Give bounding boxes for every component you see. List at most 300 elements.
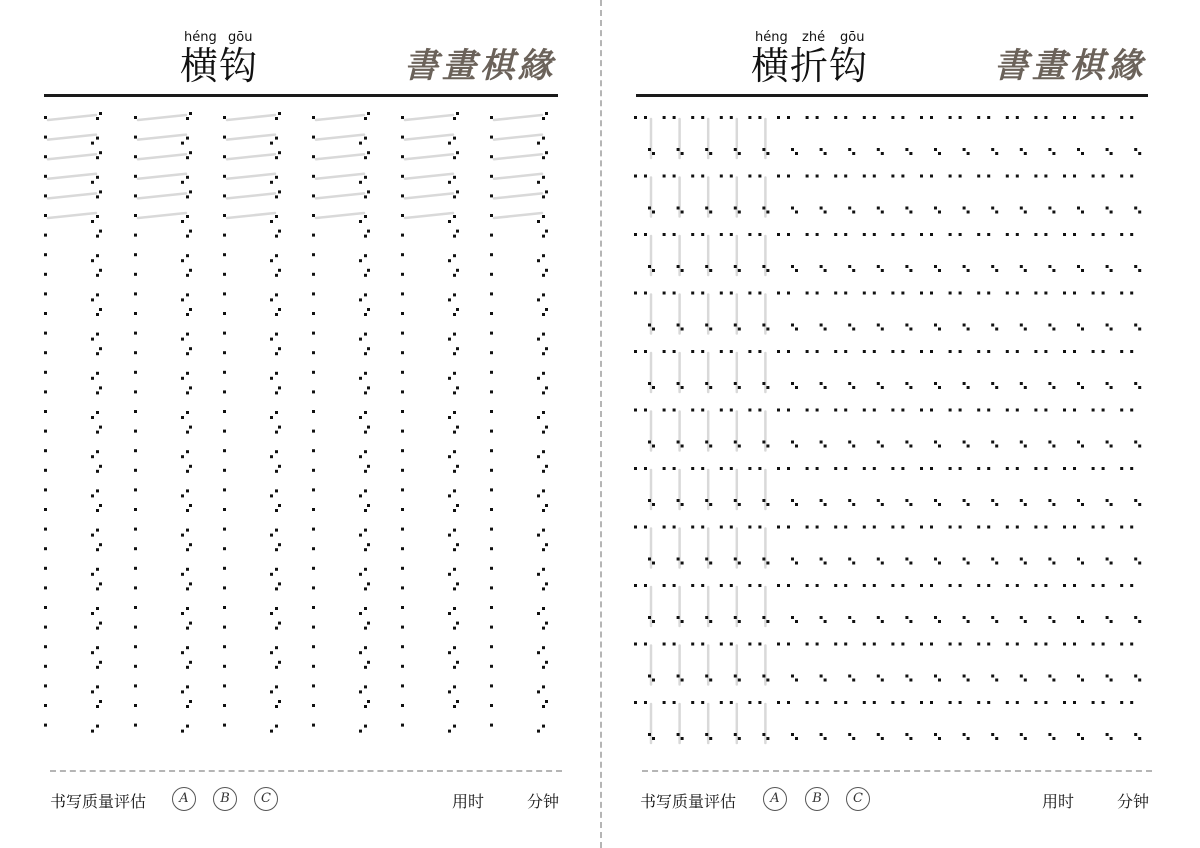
grid-dot — [877, 616, 880, 619]
grid-dot — [1016, 350, 1019, 353]
grid-dot — [1081, 679, 1084, 682]
grid-dot — [490, 704, 493, 707]
grid-dot — [691, 467, 694, 470]
grid-dot — [852, 620, 855, 623]
grid-dot — [1020, 733, 1023, 736]
grid-dot — [1052, 328, 1055, 331]
grid-dot — [270, 573, 273, 576]
trace-guide-heng-gou — [227, 115, 275, 120]
grid-dot — [448, 573, 451, 576]
grid-dot — [920, 584, 923, 587]
grid-dot — [278, 151, 281, 154]
grid-dot — [96, 274, 99, 277]
grid-dot — [542, 627, 545, 630]
grid-dot — [537, 534, 540, 537]
grid-dot — [186, 215, 189, 218]
grid-dot — [96, 235, 99, 238]
grid-dot — [91, 220, 94, 223]
grid-dot — [1120, 526, 1123, 529]
grid-dot — [456, 700, 459, 703]
grid-dot — [275, 587, 278, 590]
grid-dot — [278, 582, 281, 585]
grid-dot — [934, 441, 937, 444]
grid-dot — [1020, 207, 1023, 210]
grid-dot — [448, 494, 451, 497]
grid-dot — [1134, 382, 1137, 385]
grid-dot — [816, 409, 819, 412]
grid-dot — [1016, 409, 1019, 412]
grid-dot — [824, 211, 827, 214]
grid-dot — [1006, 350, 1009, 353]
time-label: 用时 — [1042, 792, 1075, 811]
grade-c-option[interactable]: C — [254, 787, 278, 811]
grid-dot — [542, 646, 545, 649]
grid-dot — [1006, 233, 1009, 236]
grid-dot — [359, 573, 362, 576]
grid-dot — [453, 215, 456, 218]
grid-dot — [537, 651, 540, 654]
grid-dot — [959, 350, 962, 353]
grid-dot — [959, 175, 962, 178]
grid-dot — [748, 526, 751, 529]
grid-dot — [987, 526, 990, 529]
grid-dot — [1034, 292, 1037, 295]
grid-dot — [1092, 526, 1095, 529]
grid-dot — [1006, 584, 1009, 587]
grid-dot — [456, 269, 459, 272]
grid-dot — [1016, 643, 1019, 646]
grid-dot — [312, 253, 315, 256]
grid-dot — [806, 584, 809, 587]
grid-dot — [453, 450, 456, 453]
grid-dot — [901, 175, 904, 178]
grid-dot — [545, 426, 548, 429]
grid-dot — [186, 666, 189, 669]
grid-dot — [734, 382, 737, 385]
grid-dot — [705, 382, 708, 385]
grid-dot — [852, 211, 855, 214]
grid-dot — [720, 350, 723, 353]
grid-dot — [91, 142, 94, 145]
minute-label: 分钟 — [527, 792, 560, 811]
grid-dot — [401, 273, 404, 276]
grid-dot — [938, 269, 941, 272]
grade-b-option[interactable]: B — [213, 787, 237, 811]
grid-dot — [673, 701, 676, 704]
grid-dot — [275, 254, 278, 257]
grid-dot — [96, 195, 99, 198]
grid-dot — [691, 175, 694, 178]
grid-dot — [96, 509, 99, 512]
grade-a-option[interactable]: A — [172, 787, 196, 811]
grid-dot — [189, 269, 192, 272]
grid-dot — [1092, 701, 1095, 704]
grid-dot — [881, 211, 884, 214]
grid-dot — [278, 112, 281, 115]
grid-dot — [91, 534, 94, 537]
grid-dot — [909, 679, 912, 682]
grid-dot — [223, 194, 226, 197]
grid-dot — [312, 567, 315, 570]
grid-dot — [448, 416, 451, 419]
grid-dot — [758, 467, 761, 470]
trace-guide-heng-gou — [48, 193, 96, 198]
grid-dot — [312, 155, 315, 158]
time-label: 用时 — [452, 792, 485, 811]
grid-dot — [701, 116, 704, 119]
grid-dot — [401, 332, 404, 335]
grid-dot — [734, 324, 737, 327]
grid-dot — [934, 733, 937, 736]
grid-dot — [99, 622, 102, 625]
grid-dot — [542, 587, 545, 590]
grid-dot — [1134, 675, 1137, 678]
grid-dot — [1081, 620, 1084, 623]
grid-dot — [791, 558, 794, 561]
grid-dot — [223, 586, 226, 589]
grid-dot — [720, 233, 723, 236]
grid-dot — [991, 558, 994, 561]
grid-dot — [364, 568, 367, 571]
grid-dot — [967, 386, 970, 389]
grid-dot — [401, 626, 404, 629]
grid-dot — [834, 584, 837, 587]
grid-dot — [1077, 558, 1080, 561]
grid-dot — [977, 292, 980, 295]
grid-dot — [275, 725, 278, 728]
grid-dot — [705, 148, 708, 151]
grid-dot — [734, 499, 737, 502]
grid-dot — [270, 377, 273, 380]
grid-dot — [806, 292, 809, 295]
grid-dot — [873, 643, 876, 646]
grid-dot — [930, 467, 933, 470]
grid-dot — [44, 175, 47, 178]
grid-dot — [359, 534, 362, 537]
grid-dot — [401, 351, 404, 354]
grid-dot — [453, 137, 456, 140]
grid-dot — [824, 679, 827, 682]
grid-dot — [278, 190, 281, 193]
grid-dot — [652, 211, 655, 214]
grid-dot — [542, 235, 545, 238]
grid-dot — [453, 607, 456, 610]
grid-dot — [938, 445, 941, 448]
grid-dot — [844, 175, 847, 178]
grid-dot — [490, 508, 493, 511]
grid-dot — [275, 450, 278, 453]
grid-dot — [848, 441, 851, 444]
grid-dot — [189, 465, 192, 468]
grid-dot — [181, 416, 184, 419]
grid-dot — [1110, 152, 1113, 155]
grid-dot — [359, 690, 362, 693]
grid-dot — [364, 235, 367, 238]
grid-dot — [1063, 526, 1066, 529]
grid-dot — [312, 371, 315, 374]
grid-dot — [648, 616, 651, 619]
grid-dot — [186, 195, 189, 198]
grid-dot — [186, 372, 189, 375]
grid-dot — [134, 253, 137, 256]
grid-dot — [677, 148, 680, 151]
grid-dot — [766, 152, 769, 155]
grid-dot — [777, 701, 780, 704]
grid-dot — [275, 333, 278, 336]
grid-dot — [787, 409, 790, 412]
grid-dot — [490, 136, 493, 139]
grid-dot — [453, 313, 456, 316]
grid-dot — [873, 526, 876, 529]
grid-dot — [134, 116, 137, 119]
grid-dot — [681, 620, 684, 623]
grid-dot — [949, 409, 952, 412]
grid-dot — [934, 558, 937, 561]
grid-dot — [99, 386, 102, 389]
grid-dot — [709, 620, 712, 623]
grid-dot — [987, 643, 990, 646]
grid-dot — [1134, 616, 1137, 619]
worksheet-heng-zhe-gou — [600, 0, 1200, 848]
grid-dot — [99, 465, 102, 468]
grid-dot — [762, 324, 765, 327]
grid-dot — [542, 725, 545, 728]
grid-dot — [806, 526, 809, 529]
grid-dot — [834, 233, 837, 236]
grid-dot — [99, 543, 102, 546]
grid-dot — [275, 470, 278, 473]
grid-dot — [456, 347, 459, 350]
grid-dot — [223, 606, 226, 609]
grid-dot — [977, 350, 980, 353]
grid-dot — [1034, 409, 1037, 412]
grid-dot — [820, 675, 823, 678]
grid-dot — [186, 646, 189, 649]
grid-dot — [223, 234, 226, 237]
grid-dot — [1073, 584, 1076, 587]
grid-dot — [877, 265, 880, 268]
grid-dot — [181, 377, 184, 380]
grid-dot — [1092, 643, 1095, 646]
grid-dot — [1077, 207, 1080, 210]
grid-dot — [99, 230, 102, 233]
grid-dot — [134, 332, 137, 335]
grid-dot — [99, 700, 102, 703]
grid-dot — [44, 684, 47, 687]
grid-dot — [359, 181, 362, 184]
grid-dot — [453, 352, 456, 355]
grid-dot — [134, 626, 137, 629]
grid-dot — [223, 547, 226, 550]
grid-dot — [453, 254, 456, 257]
grid-dot — [748, 467, 751, 470]
grid-dot — [905, 324, 908, 327]
grid-dot — [652, 152, 655, 155]
grid-dot — [1110, 562, 1113, 565]
grid-dot — [44, 567, 47, 570]
grid-dot — [96, 372, 99, 375]
grid-dot — [1024, 562, 1027, 565]
grid-dot — [1106, 207, 1109, 210]
grid-dot — [367, 151, 370, 154]
grid-dot — [834, 409, 837, 412]
grid-dot — [189, 622, 192, 625]
grid-dot — [677, 324, 680, 327]
grid-dot — [1016, 584, 1019, 587]
grid-dot — [364, 137, 367, 140]
grid-dot — [364, 685, 367, 688]
grid-dot — [448, 338, 451, 341]
grid-dot — [852, 269, 855, 272]
grid-dot — [275, 293, 278, 296]
grid-dot — [709, 211, 712, 214]
grid-dot — [766, 620, 769, 623]
grid-dot — [1130, 526, 1133, 529]
grid-dot — [967, 737, 970, 740]
grid-dot — [806, 467, 809, 470]
grid-dot — [1006, 643, 1009, 646]
grade-a-option[interactable]: A — [763, 787, 787, 811]
grid-dot — [1016, 467, 1019, 470]
header-rule — [636, 94, 1148, 97]
grid-dot — [223, 684, 226, 687]
grid-dot — [134, 684, 137, 687]
grid-dot — [977, 116, 980, 119]
grid-dot — [1020, 499, 1023, 502]
grid-dot — [720, 526, 723, 529]
grid-dot — [1081, 503, 1084, 506]
grid-dot — [456, 112, 459, 115]
grid-dot — [278, 700, 281, 703]
grid-dot — [1134, 265, 1137, 268]
grid-dot — [545, 269, 548, 272]
grid-dot — [275, 627, 278, 630]
grid-dot — [453, 529, 456, 532]
grid-dot — [275, 529, 278, 532]
grid-dot — [359, 494, 362, 497]
grade-c-option[interactable]: C — [846, 787, 870, 811]
grid-dot — [96, 666, 99, 669]
grid-dot — [448, 181, 451, 184]
trace-guide-heng-gou — [316, 213, 364, 218]
grid-dot — [1110, 445, 1113, 448]
grid-dot — [223, 567, 226, 570]
grid-dot — [909, 503, 912, 506]
grid-dot — [367, 308, 370, 311]
grid-dot — [1052, 445, 1055, 448]
grid-dot — [134, 547, 137, 550]
grid-dot — [901, 701, 904, 704]
grid-dot — [720, 409, 723, 412]
grid-dot — [223, 116, 226, 119]
grid-dot — [96, 568, 99, 571]
grid-dot — [545, 386, 548, 389]
grid-dot — [364, 333, 367, 336]
grade-b-option[interactable]: B — [805, 787, 829, 811]
grid-dot — [542, 254, 545, 257]
grid-dot — [364, 195, 367, 198]
grid-dot — [938, 211, 941, 214]
grid-dot — [545, 582, 548, 585]
grid-dot — [44, 626, 47, 629]
grid-dot — [490, 332, 493, 335]
grid-dot — [987, 292, 990, 295]
grid-dot — [448, 220, 451, 223]
grid-dot — [1044, 409, 1047, 412]
grid-dot — [834, 643, 837, 646]
grid-dot — [977, 584, 980, 587]
trace-guide-heng-gou — [138, 115, 186, 120]
grid-dot — [824, 737, 827, 740]
grid-dot — [844, 643, 847, 646]
grid-dot — [938, 562, 941, 565]
trace-guide-heng-gou — [405, 213, 453, 218]
grid-dot — [456, 661, 459, 664]
grid-dot — [1020, 265, 1023, 268]
grid-dot — [1102, 292, 1105, 295]
grid-dot — [795, 328, 798, 331]
grid-dot — [1138, 737, 1141, 740]
grid-dot — [634, 643, 637, 646]
grid-dot — [1077, 499, 1080, 502]
grid-dot — [181, 181, 184, 184]
grid-dot — [359, 298, 362, 301]
grid-dot — [99, 151, 102, 154]
grid-dot — [275, 195, 278, 198]
grid-dot — [891, 292, 894, 295]
grid-dot — [401, 528, 404, 531]
grid-dot — [987, 701, 990, 704]
grid-dot — [748, 292, 751, 295]
grid-dot — [991, 675, 994, 678]
grid-dot — [186, 156, 189, 159]
grid-dot — [312, 175, 315, 178]
grid-dot — [824, 503, 827, 506]
grid-dot — [877, 148, 880, 151]
grid-dot — [1006, 175, 1009, 178]
grid-dot — [909, 445, 912, 448]
grid-dot — [186, 548, 189, 551]
grid-dot — [401, 116, 404, 119]
grid-dot — [1120, 643, 1123, 646]
grid-dot — [863, 701, 866, 704]
grid-dot — [99, 190, 102, 193]
grid-dot — [367, 661, 370, 664]
grid-dot — [787, 701, 790, 704]
grid-dot — [456, 622, 459, 625]
grid-dot — [995, 737, 998, 740]
grid-dot — [1020, 148, 1023, 151]
grid-dot — [44, 508, 47, 511]
grid-dot — [1034, 643, 1037, 646]
grid-dot — [681, 328, 684, 331]
grid-dot — [967, 620, 970, 623]
grid-dot — [364, 215, 367, 218]
grid-dot — [545, 622, 548, 625]
grid-dot — [705, 616, 708, 619]
grid-dot — [1092, 350, 1095, 353]
grid-dot — [181, 573, 184, 576]
grid-dot — [738, 562, 741, 565]
grid-dot — [186, 274, 189, 277]
grid-dot — [1081, 152, 1084, 155]
grid-dot — [367, 700, 370, 703]
grid-dot — [920, 233, 923, 236]
grid-dot — [490, 194, 493, 197]
grid-dot — [490, 645, 493, 648]
grid-dot — [709, 503, 712, 506]
grid-dot — [949, 467, 952, 470]
